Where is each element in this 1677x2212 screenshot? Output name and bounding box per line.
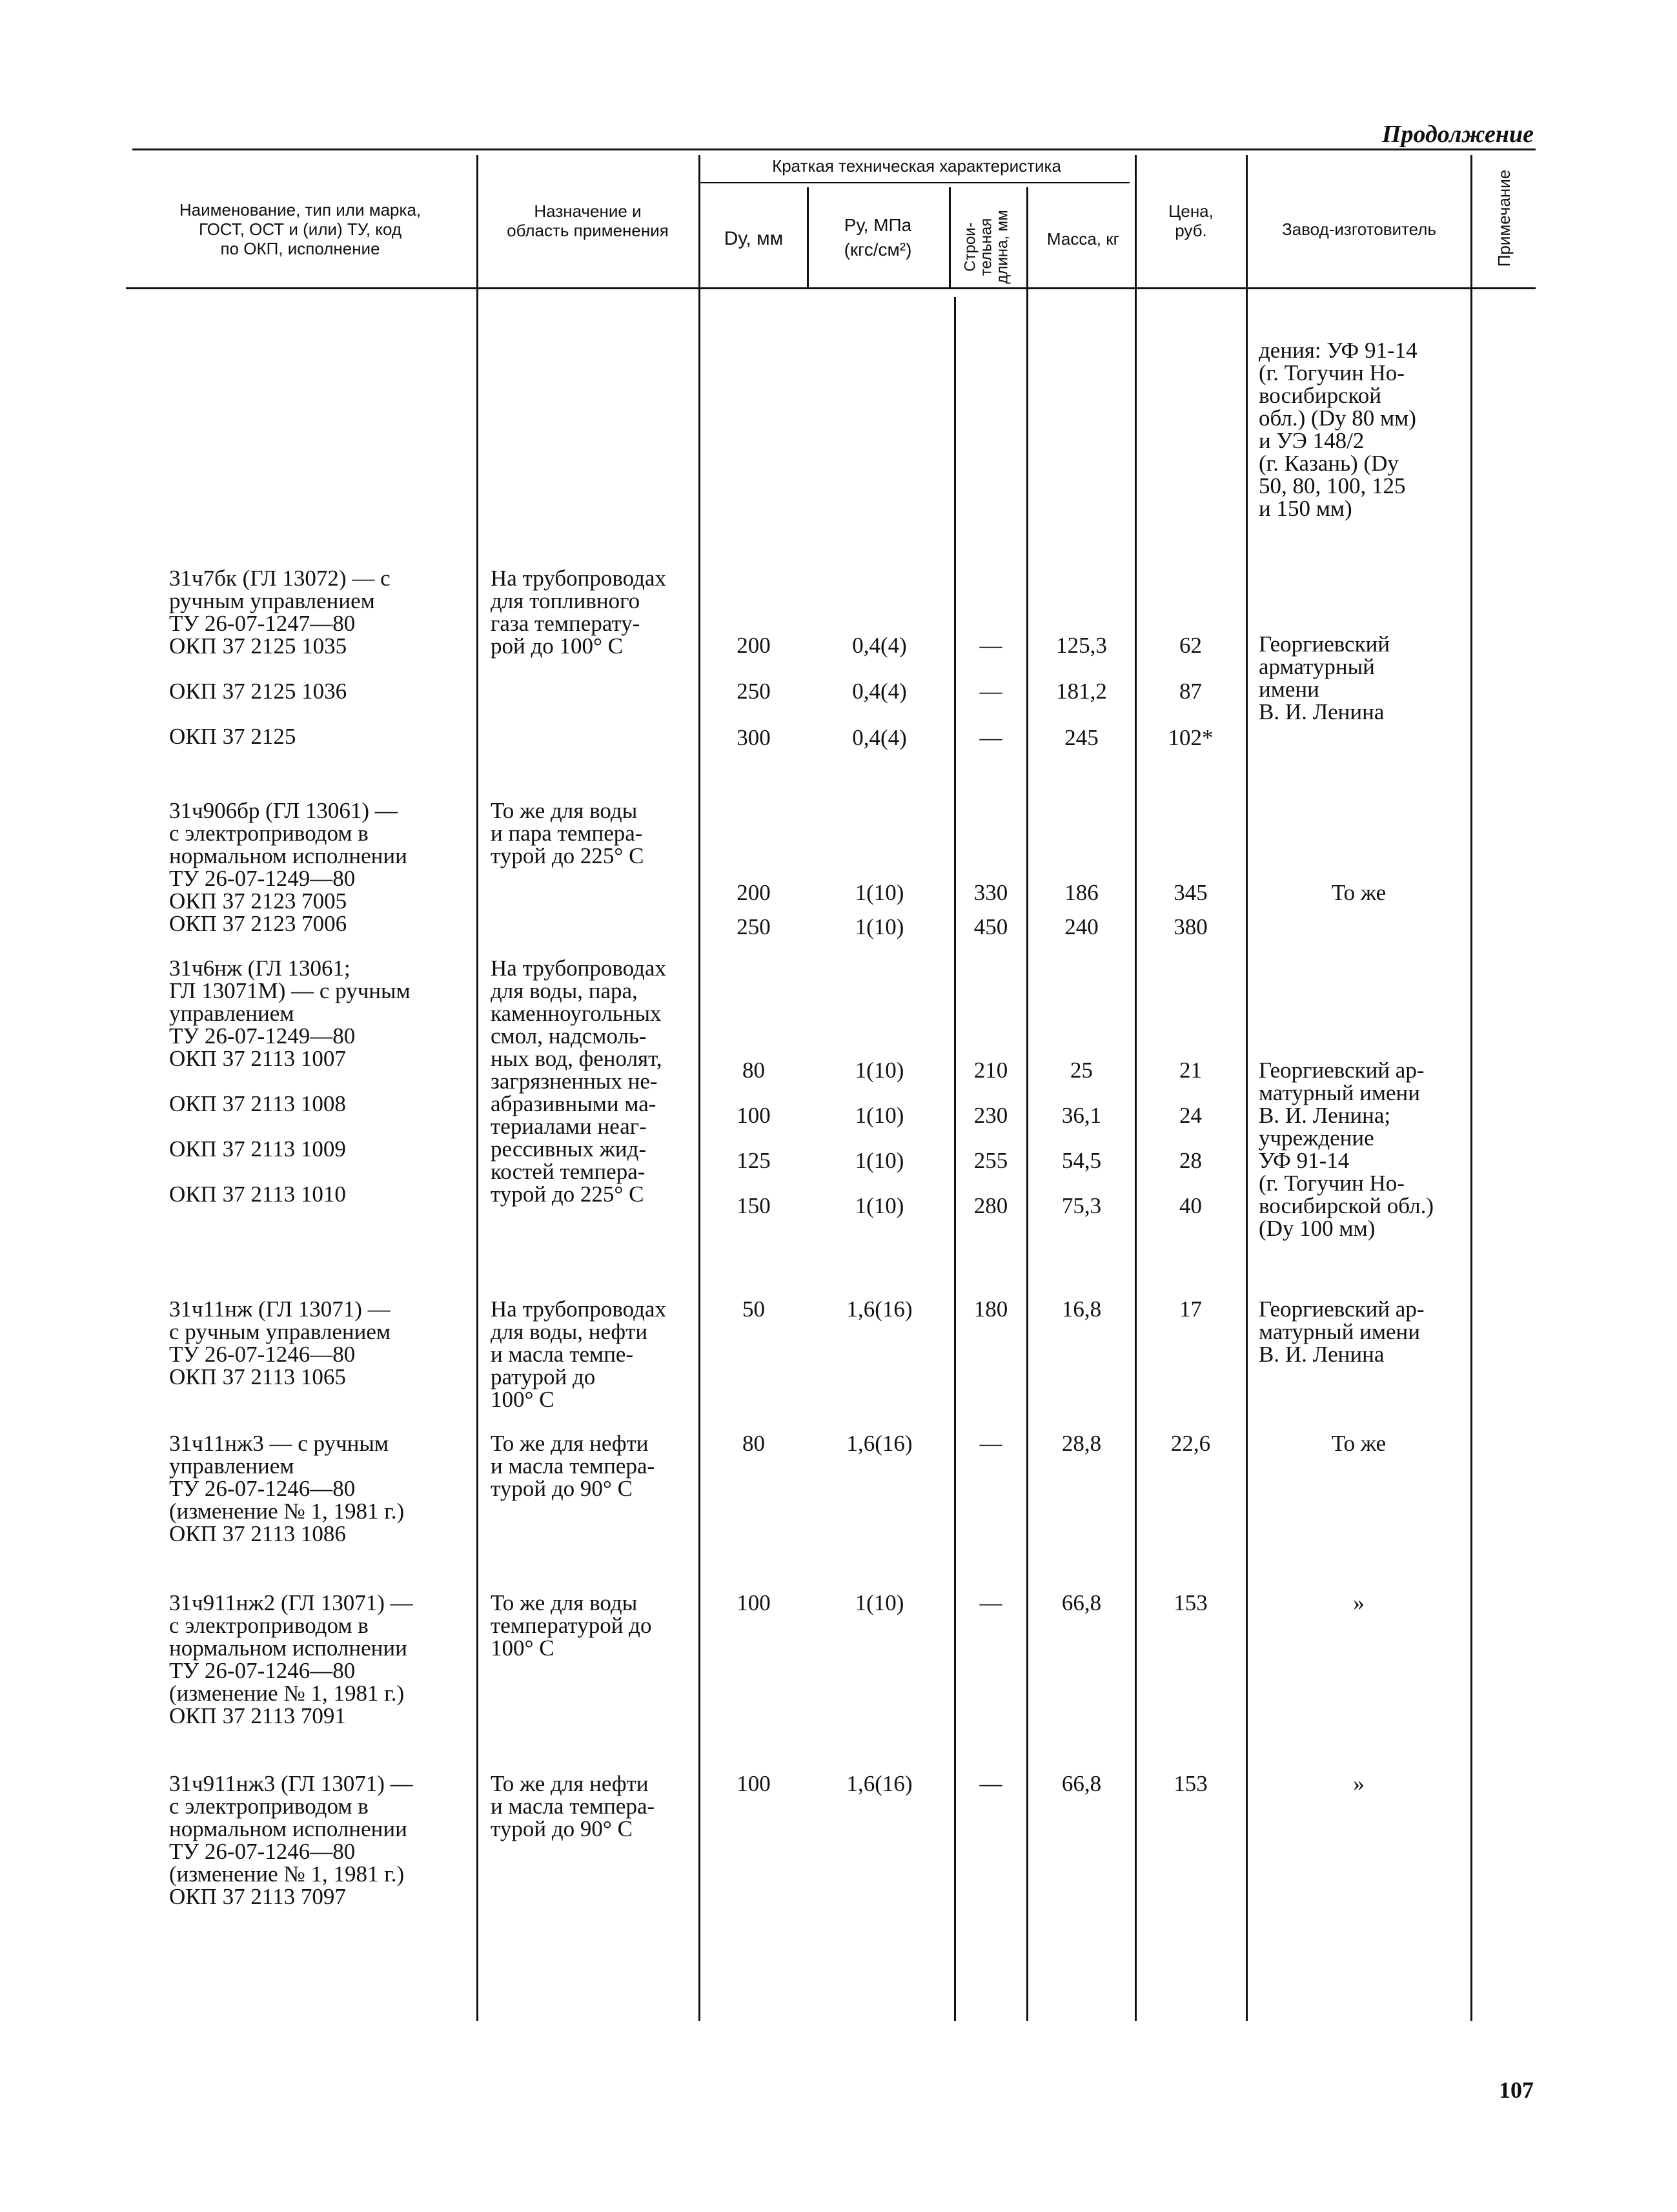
continuation-label: Продолжение (1381, 121, 1534, 148)
item-name: 31ч911нж3 (ГЛ 13071) — с электроприводом в нормальном исполнении ТУ 26-07-1246—80 (изменение № 1, 1981 г.) ОКП 37 2113 7097 (169, 1771, 413, 1909)
length-value: 180 (973, 1296, 1008, 1322)
dy-value: 150 (737, 1193, 771, 1218)
item-maker: Георгиевский ар- матурный имени В. И. Ленина; учреждение УФ 91-14 (г. Тогучин Но- восибирской обл.) (Dу 100 мм) (1259, 1058, 1434, 1241)
mass-value: 75,3 (1061, 1193, 1102, 1218)
header-tech: Краткая техническая характеристика (772, 156, 1061, 176)
py-value: 1,6(16) (846, 1771, 913, 1796)
item-purpose: На трубопроводах для воды, пара, каменноугольных смол, надсмоль- ных вод, фенолят, загрязненных не- абразивными ма- териалами неаг- рессивных жид- костей темпера- турой до 225° С (491, 956, 667, 1207)
py-value: 1(10) (855, 1193, 904, 1218)
dy-value: 250 (737, 679, 771, 704)
header-dy: Dу, мм (724, 228, 784, 249)
item-purpose: То же для воды и пара темпера- турой до 225° С (491, 798, 644, 868)
py-value: 1,6(16) (846, 1296, 913, 1322)
price-value: 380 (1174, 914, 1208, 939)
mass-value: 66,8 (1061, 1771, 1102, 1796)
dy-value: 80 (742, 1431, 765, 1456)
py-value: 1(10) (855, 1103, 904, 1128)
item-purpose: То же для нефти и масла темпера- турой до 90° С (491, 1771, 655, 1841)
header-note: Примечание (1494, 169, 1514, 267)
mass-value: 36,1 (1061, 1103, 1102, 1128)
price-value: 17 (1179, 1296, 1202, 1322)
py-value: 1(10) (855, 914, 904, 939)
dy-value: 100 (737, 1103, 771, 1128)
item-maker: Георгиевский арматурный имени В. И. Ленина (1259, 631, 1390, 724)
header-length: Строи- тельная длина, мм (961, 210, 1011, 284)
length-value: — (979, 679, 1002, 704)
item-purpose: То же для нефти и масла темпера- турой до 90° С (491, 1431, 655, 1501)
maker-continuation: дения: УФ 91-14 (г. Тогучин Но- восибирской обл.) (Dу 80 мм) и УЭ 148/2 (г. Казань) (Dу 50, 80, 100, 125 и 150 мм) (1259, 338, 1418, 521)
price-value: 28 (1179, 1148, 1202, 1173)
length-value: 255 (973, 1148, 1008, 1173)
price-value: 153 (1174, 1590, 1208, 1615)
price-value: 22,6 (1170, 1431, 1211, 1456)
column-divider (949, 187, 951, 287)
header-price: Цена, руб. (1168, 201, 1214, 240)
dy-value: 125 (737, 1148, 771, 1173)
length-value: — (979, 1771, 1002, 1796)
item-maker: То же (1331, 880, 1387, 905)
item-name: 31ч6нж (ГЛ 13061; ГЛ 13071М) — с ручным управлением ТУ 26-07-1249—80 ОКП 37 2113 1007 ОКП 37 2113 1008 ОКП 37 2113 1009 ОКП 37 2113 1010 (169, 956, 411, 1207)
header-py: Pу, МПа (кгс/см²) (844, 215, 912, 260)
length-value: 230 (973, 1103, 1008, 1128)
dy-value: 200 (737, 880, 771, 905)
mass-value: 240 (1064, 914, 1099, 939)
py-value: 1(10) (855, 1590, 904, 1615)
column-divider (698, 155, 700, 2021)
item-maker: » (1353, 1771, 1365, 1796)
dy-value: 80 (742, 1058, 765, 1083)
mass-value: 181,2 (1056, 679, 1107, 704)
mass-value: 66,8 (1061, 1590, 1102, 1615)
dy-value: 50 (742, 1296, 765, 1322)
length-value: — (979, 725, 1002, 750)
item-name: 31ч906бр (ГЛ 13061) — с электроприводом в нормальном исполнении ТУ 26-07-1249—80 ОКП 37 2123 7005 ОКП 37 2123 7006 (169, 798, 407, 936)
item-maker: То же (1331, 1431, 1387, 1456)
length-value: — (979, 633, 1002, 658)
mass-value: 28,8 (1061, 1431, 1102, 1456)
column-divider (476, 155, 478, 2021)
header-purpose: Назначение и область применения (507, 201, 669, 240)
column-divider (807, 187, 809, 287)
item-purpose: На трубопроводах для воды, нефти и масла темпе- ратурой до 100° С (491, 1296, 667, 1412)
dy-value: 100 (737, 1771, 771, 1796)
page-number: 107 (1499, 2077, 1534, 2103)
item-purpose: На трубопроводах для топливного газа температу- рой до 100° С (491, 566, 667, 659)
price-value: 345 (1174, 880, 1208, 905)
item-maker: » (1353, 1590, 1365, 1615)
column-divider (1135, 155, 1137, 2021)
dy-value: 200 (737, 633, 771, 658)
mass-value: 186 (1064, 880, 1099, 905)
length-value: 450 (973, 914, 1008, 939)
table-top-rule (132, 148, 1536, 150)
price-value: 21 (1179, 1058, 1202, 1083)
price-value: 153 (1174, 1771, 1208, 1796)
py-value: 0,4(4) (852, 633, 907, 658)
mass-value: 16,8 (1061, 1296, 1102, 1322)
item-name: 31ч11нж3 — с ручным управлением ТУ 26-07-1246—80 (изменение № 1, 1981 г.) ОКП 37 2113 1086 (169, 1431, 405, 1546)
header-bottom-rule (126, 287, 1536, 289)
mass-value: 25 (1070, 1058, 1093, 1083)
header-name: Наименование, тип или марка, ГОСТ, ОСТ и (или) ТУ, код по ОКП, исполнение (179, 200, 422, 258)
item-name: 31ч911нж2 (ГЛ 13071) — с электроприводом в нормальном исполнении ТУ 26-07-1246—80 (изменение № 1, 1981 г.) ОКП 37 2113 7091 (169, 1590, 413, 1728)
column-divider (1246, 155, 1248, 2021)
item-purpose: То же для воды температурой до 100° С (491, 1590, 652, 1661)
mass-value: 125,3 (1056, 633, 1107, 658)
py-value: 1(10) (855, 1148, 904, 1173)
price-value: 62 (1179, 633, 1202, 658)
py-value: 0,4(4) (852, 679, 907, 704)
length-value: 330 (973, 880, 1008, 905)
item-name: 31ч7бк (ГЛ 13072) — с ручным управлением ТУ 26-07-1247—80 ОКП 37 2125 1035 ОКП 37 2125 1036 ОКП 37 2125 (169, 566, 391, 749)
price-value: 24 (1179, 1103, 1202, 1128)
header-maker: Завод-изготовитель (1282, 220, 1436, 239)
dy-value: 250 (737, 914, 771, 939)
header-mass: Масса, кг (1046, 229, 1120, 249)
length-value: 280 (973, 1193, 1008, 1218)
length-value: — (979, 1590, 1002, 1615)
price-value: 102* (1168, 725, 1214, 750)
item-maker: Георгиевский ар- матурный имени В. И. Ленина (1259, 1296, 1425, 1367)
length-value: — (979, 1431, 1002, 1456)
py-value: 1,6(16) (846, 1431, 913, 1456)
py-value: 0,4(4) (852, 725, 907, 750)
mass-value: 245 (1064, 725, 1099, 750)
price-value: 87 (1179, 679, 1202, 704)
py-value: 1(10) (855, 1058, 904, 1083)
mass-value: 54,5 (1061, 1148, 1102, 1173)
tech-header-rule (700, 182, 1130, 183)
dy-value: 100 (737, 1590, 771, 1615)
length-value: 210 (973, 1058, 1008, 1083)
py-value: 1(10) (855, 880, 904, 905)
dy-value: 300 (737, 725, 771, 750)
item-name: 31ч11нж (ГЛ 13071) — с ручным управлением ТУ 26-07-1246—80 ОКП 37 2113 1065 (169, 1296, 391, 1389)
price-value: 40 (1179, 1193, 1202, 1218)
